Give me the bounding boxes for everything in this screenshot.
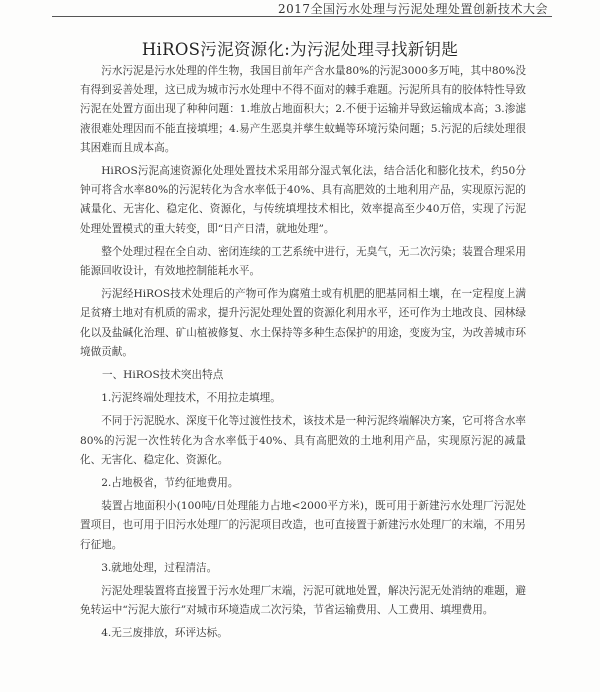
paragraph-process: 整个处理过程在全自动、密闭连续的工艺系统中进行，无臭气，无二次污染；装置合理采用能源回收设计，有效地控制能耗水平。	[80, 245, 526, 278]
feature-heading-2: 2.占地极省，节约征地费用。	[101, 477, 239, 490]
feature-heading-4: 4.无三废排放，环评达标。	[101, 627, 228, 640]
section-heading-features: 一、HiROS技术突出特点	[102, 369, 224, 382]
article-title: HiROS污泥资源化:为污泥处理寻找新钥匙	[141, 40, 459, 59]
article-body	[80, 62, 526, 644]
feature-text-2: 装置占地面积小(100吨/日处理能力占地<2000平方米)，既可用于新建污水处理厂污泥处置项目，也可用于旧污水处理厂的污泥项目改造，也可直接置于新建污水处理厂的末端，不用另行征地。	[80, 500, 526, 551]
feature-text-3: 污泥处理装置将直接置于污水处理厂末端，污泥可就地处置，解决污泥无处消纳的难题，避免转运中“污泥大旅行”对城市环境造成二次污染，节省运输费用、人工费用、填埋费用。	[80, 585, 526, 617]
feature-heading-3: 3.就地处理，过程清洁。	[101, 561, 218, 574]
paragraph-product-use: 污泥经HiROS技术处理后的产物可作为腐殖土或有机肥的肥基同相土壤，在一定程度上满足贫瘠土地对有机质的需求，提升污泥处理处置的资源化利用水平，还可作为土地改良、园林绿化以及盐碱化治理、矿山植被修复、水土保持等多种生态保护的用途，变废为宝，为改善城市环境做贡献。	[80, 288, 526, 358]
running-header: 2017全国污水处理与污泥处理处置创新技术大会	[277, 2, 548, 16]
feature-heading-1: 1.污泥终端处理技术，不用拉走填埋。	[101, 392, 281, 405]
feature-text-1: 不同于污泥脱水、深度干化等过渡性技术，该技术是一种污泥终端解决方案，它可将含水率80%的污泥一次性转化为含水率低于40%、具有高肥效的土地利用产品，实现原污泥的减量化、无害化、稳定化、资源化。	[80, 415, 526, 466]
paragraph-technology: HiROS污泥高速资源化处理处置技术采用部分湿式氧化法，结合活化和膨化技术，约50分钟可将含水率80%的污泥转化为含水率低于40%、具有高肥效的土地利用产品，实现原污泥的减量化、无害化、稳定化、资源化，与传统填埋技术相比，效率提高至少40万倍，实现了污泥处理处置模式的重大转变，即“日产日清，就地处理”。	[80, 165, 526, 235]
header-rule	[52, 16, 552, 17]
paragraph-intro: 污水污泥是污水处理的伴生物，我国目前年产含水量80%的污泥3000多万吨，其中80%没有得到妥善处理，这已成为城市污水处理中不得不面对的棘手难题。污泥所具有的胶体特性导致污泥在处置方面出现了种种问题：1.堆放占地面积大；2.不便于运输并导致运输成本高；3.渗滤液很难处理因而不能直接填埋；4.易产生恶臭并孳生蚊蝇等环境污染问题；5.污泥的后续处理很其困难而且成本高。	[80, 65, 526, 154]
